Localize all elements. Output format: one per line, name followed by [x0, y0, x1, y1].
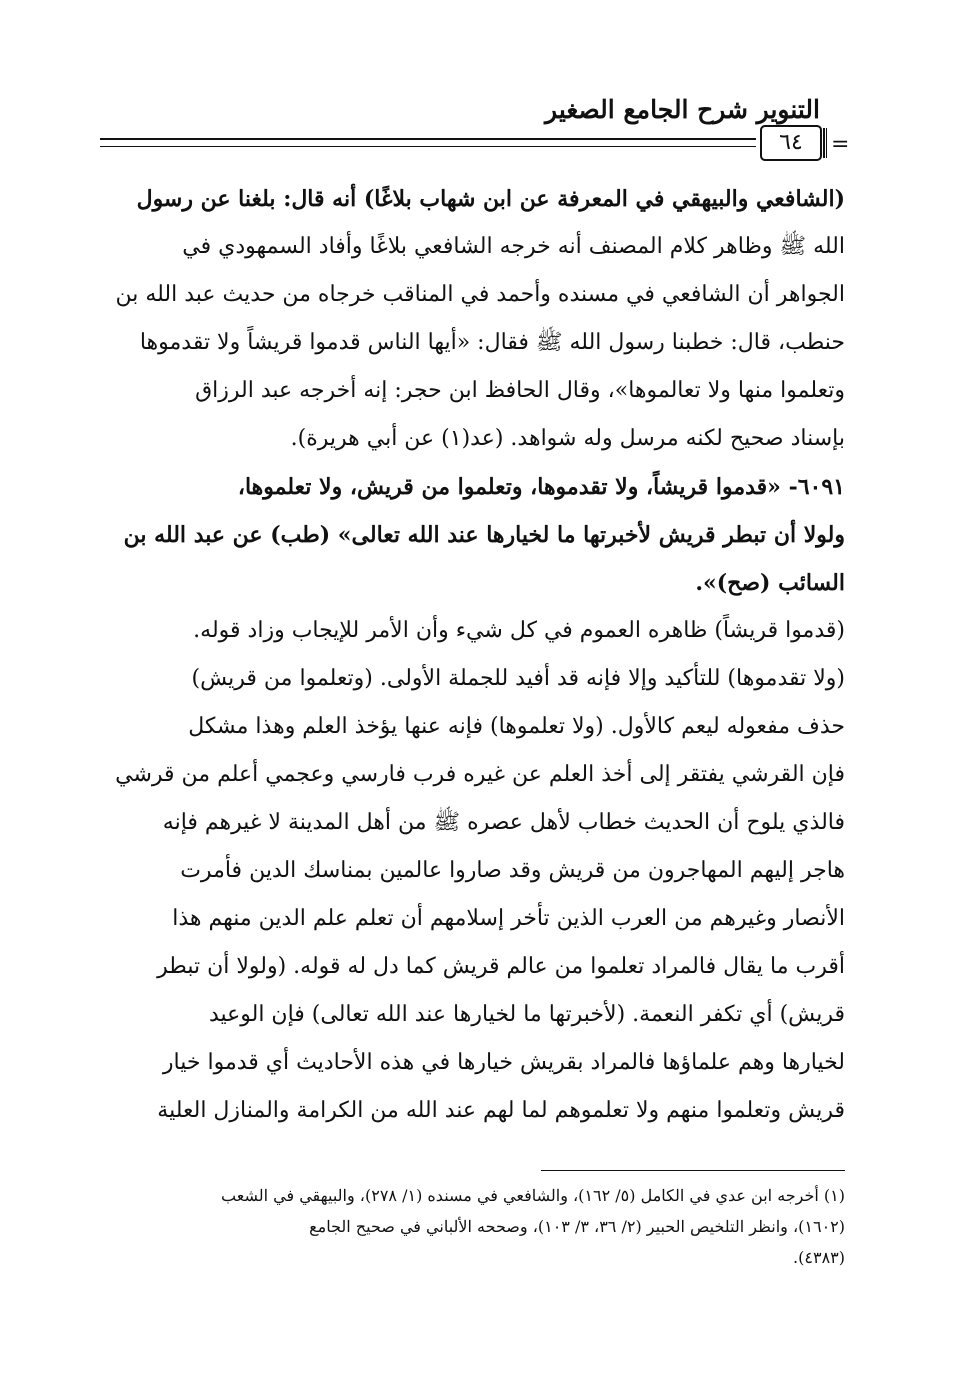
hadith-line: السائب (صح)».	[695, 570, 845, 596]
text-line: فالذي يلوح أن الحديث خطاب لأهل عصره ﷺ من أهل المدينة لا غيرهم فإنه	[162, 810, 845, 835]
text-line: الجواهر أن الشافعي في مسنده وأحمد في المناقب خرجاه من حديث عبد الله بن	[115, 282, 845, 307]
main-text	[100, 175, 845, 1135]
page-number-ornament-bar	[823, 128, 827, 158]
footnote-line: (٤٣٨٣).	[793, 1248, 845, 1267]
header-rule-thick	[100, 138, 756, 140]
hadith-line: ولولا أن تبطر قريش لأخبرتها ما لخيارها عند الله تعالى» (طب) عن عبد الله بن	[123, 522, 845, 548]
text-line: هاجر إليهم المهاجرون من قريش وقد صاروا عالمين بمناسك الدين فأمرت	[180, 858, 845, 883]
text-line: حذف مفعوله ليعم كالأول. (ولا تعلموها) فإنه عنها يؤخذ العلم وهذا مشكل	[188, 714, 845, 739]
hadith-line: ٦٠٩١- «قدموا قريشاً، ولا تقدموها، وتعلموا من قريش، ولا تعلموها،	[237, 474, 845, 500]
text-line: (ولا تقدموها) للتأكيد وإلا فإنه قد أفيد للجملة الأولى. (وتعلموا من قريش)	[191, 666, 845, 691]
text-line: الله ﷺ وظاهر كلام المصنف أنه خرجه الشافعي بلاغًا وأفاد السمهودي في	[182, 234, 845, 259]
header-rule-thin	[100, 146, 756, 147]
text-line: أقرب ما يقال فالمراد تعلموا من عالم قريش كما دل له قوله. (ولولا أن تبطر	[157, 954, 845, 979]
text-line: بإسناد صحيح لكنه مرسل وله شواهد. (عد(١) عن أبي هريرة).	[290, 426, 845, 451]
footnote-line: (١) أخرجه ابن عدي في الكامل (٥/ ١٦٢)، والشافعي في مسنده (١/ ٢٧٨)، والبيهقي في الشعب	[221, 1186, 845, 1205]
page-number: ٦٤	[760, 125, 822, 161]
text-line: وتعلموا منها ولا تعالموها»، وقال الحافظ ابن حجر: إنه أخرجه عبد الرزاق	[195, 378, 845, 403]
text-line: فإن القرشي يفتقر إلى أخذ العلم عن غيره فرب فارسي وعجمي أعلم من قرشي	[115, 762, 845, 787]
text-line: قريش وتعلموا منهم ولا تعلموهم لما لهم عند الله من الكرامة والمنازل العلية	[157, 1098, 845, 1123]
footnotes	[100, 1180, 845, 1273]
page-number-ornament: =	[831, 132, 850, 157]
footnote-separator	[541, 1170, 845, 1171]
text-line: الأنصار وغيرهم من العرب الذين تأخر إسلامهم أن تعلم علم الدين منهم هذا	[172, 906, 845, 931]
running-title: التنوير شرح الجامع الصغير	[545, 95, 820, 124]
footnote-line: (١٦٠٢)، وانظر التلخيص الحبير (٢/ ٣٦، ٣/ ١٠٣)، وصححه الألباني في صحيح الجامع	[309, 1217, 845, 1236]
text-line: لخيارها وهم علماؤها فالمراد بقريش خيارها في هذه الأحاديث أي قدموا خيار	[162, 1050, 845, 1075]
text-line: قريش) أي تكفر النعمة. (لأخبرتها ما لخيارها عند الله تعالى) فإن الوعيد	[208, 1002, 845, 1027]
text-line: حنطب، قال: خطبنا رسول الله ﷺ فقال: «أيها الناس قدموا قريشاً ولا تقدموها	[139, 330, 845, 355]
text-line: (قدموا قريشاً) ظاهره العموم في كل شيء وأن الأمر للإيجاب وزاد قوله.	[193, 618, 845, 643]
text-line: (الشافعي والبيهقي في المعرفة عن ابن شهاب بلاغًا) أنه قال: بلغنا عن رسول	[136, 186, 845, 212]
